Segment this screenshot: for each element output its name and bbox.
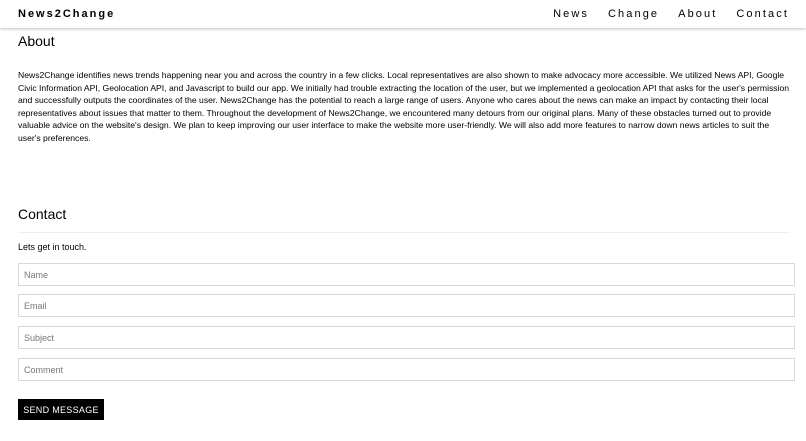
contact-heading: Contact xyxy=(18,206,67,222)
about-heading: About xyxy=(18,33,55,49)
send-message-button[interactable]: SEND MESSAGE xyxy=(18,399,104,420)
brand-logo[interactable]: News2Change xyxy=(18,8,116,20)
about-paragraph: News2Change identifies news trends happening near you and across the country in a few clicks. Local representatives are also shown to make advocacy more accessible. We utilized News API, Google Civic Information API, Geolocation API, and Javascript to build our app. We initially had trouble extracting the location of the user, but we implemented a geolocation API that asks for the user's permission and successfully outputs the coordinates of the user. News2Change has the potential to reach a large range of users. Anyone who cares about the news can make an impact by contacting their local representatives about issues that matter to them. Throughout the development of News2Change, we encountered many detours from our original plans. Many of these obstacles turned out to provide valuable advice on the website's design. We plan to keep improving our user interface to make the website more user-friendly. We will also add more features to narrow down news articles to suit the user's preferences. xyxy=(18,70,790,143)
nav-link-change[interactable]: Change xyxy=(608,8,660,20)
comment-input[interactable] xyxy=(18,358,795,381)
email-input[interactable] xyxy=(18,294,795,317)
top-navbar xyxy=(0,0,806,28)
section-divider xyxy=(18,232,790,233)
main-nav xyxy=(553,8,789,20)
subject-input[interactable] xyxy=(18,326,795,349)
nav-link-news[interactable]: News xyxy=(553,8,589,20)
nav-link-about[interactable]: About xyxy=(678,8,718,20)
nav-link-contact[interactable]: Contact xyxy=(736,8,789,20)
contact-intro-text: Lets get in touch. xyxy=(18,242,87,252)
name-input[interactable] xyxy=(18,263,795,286)
